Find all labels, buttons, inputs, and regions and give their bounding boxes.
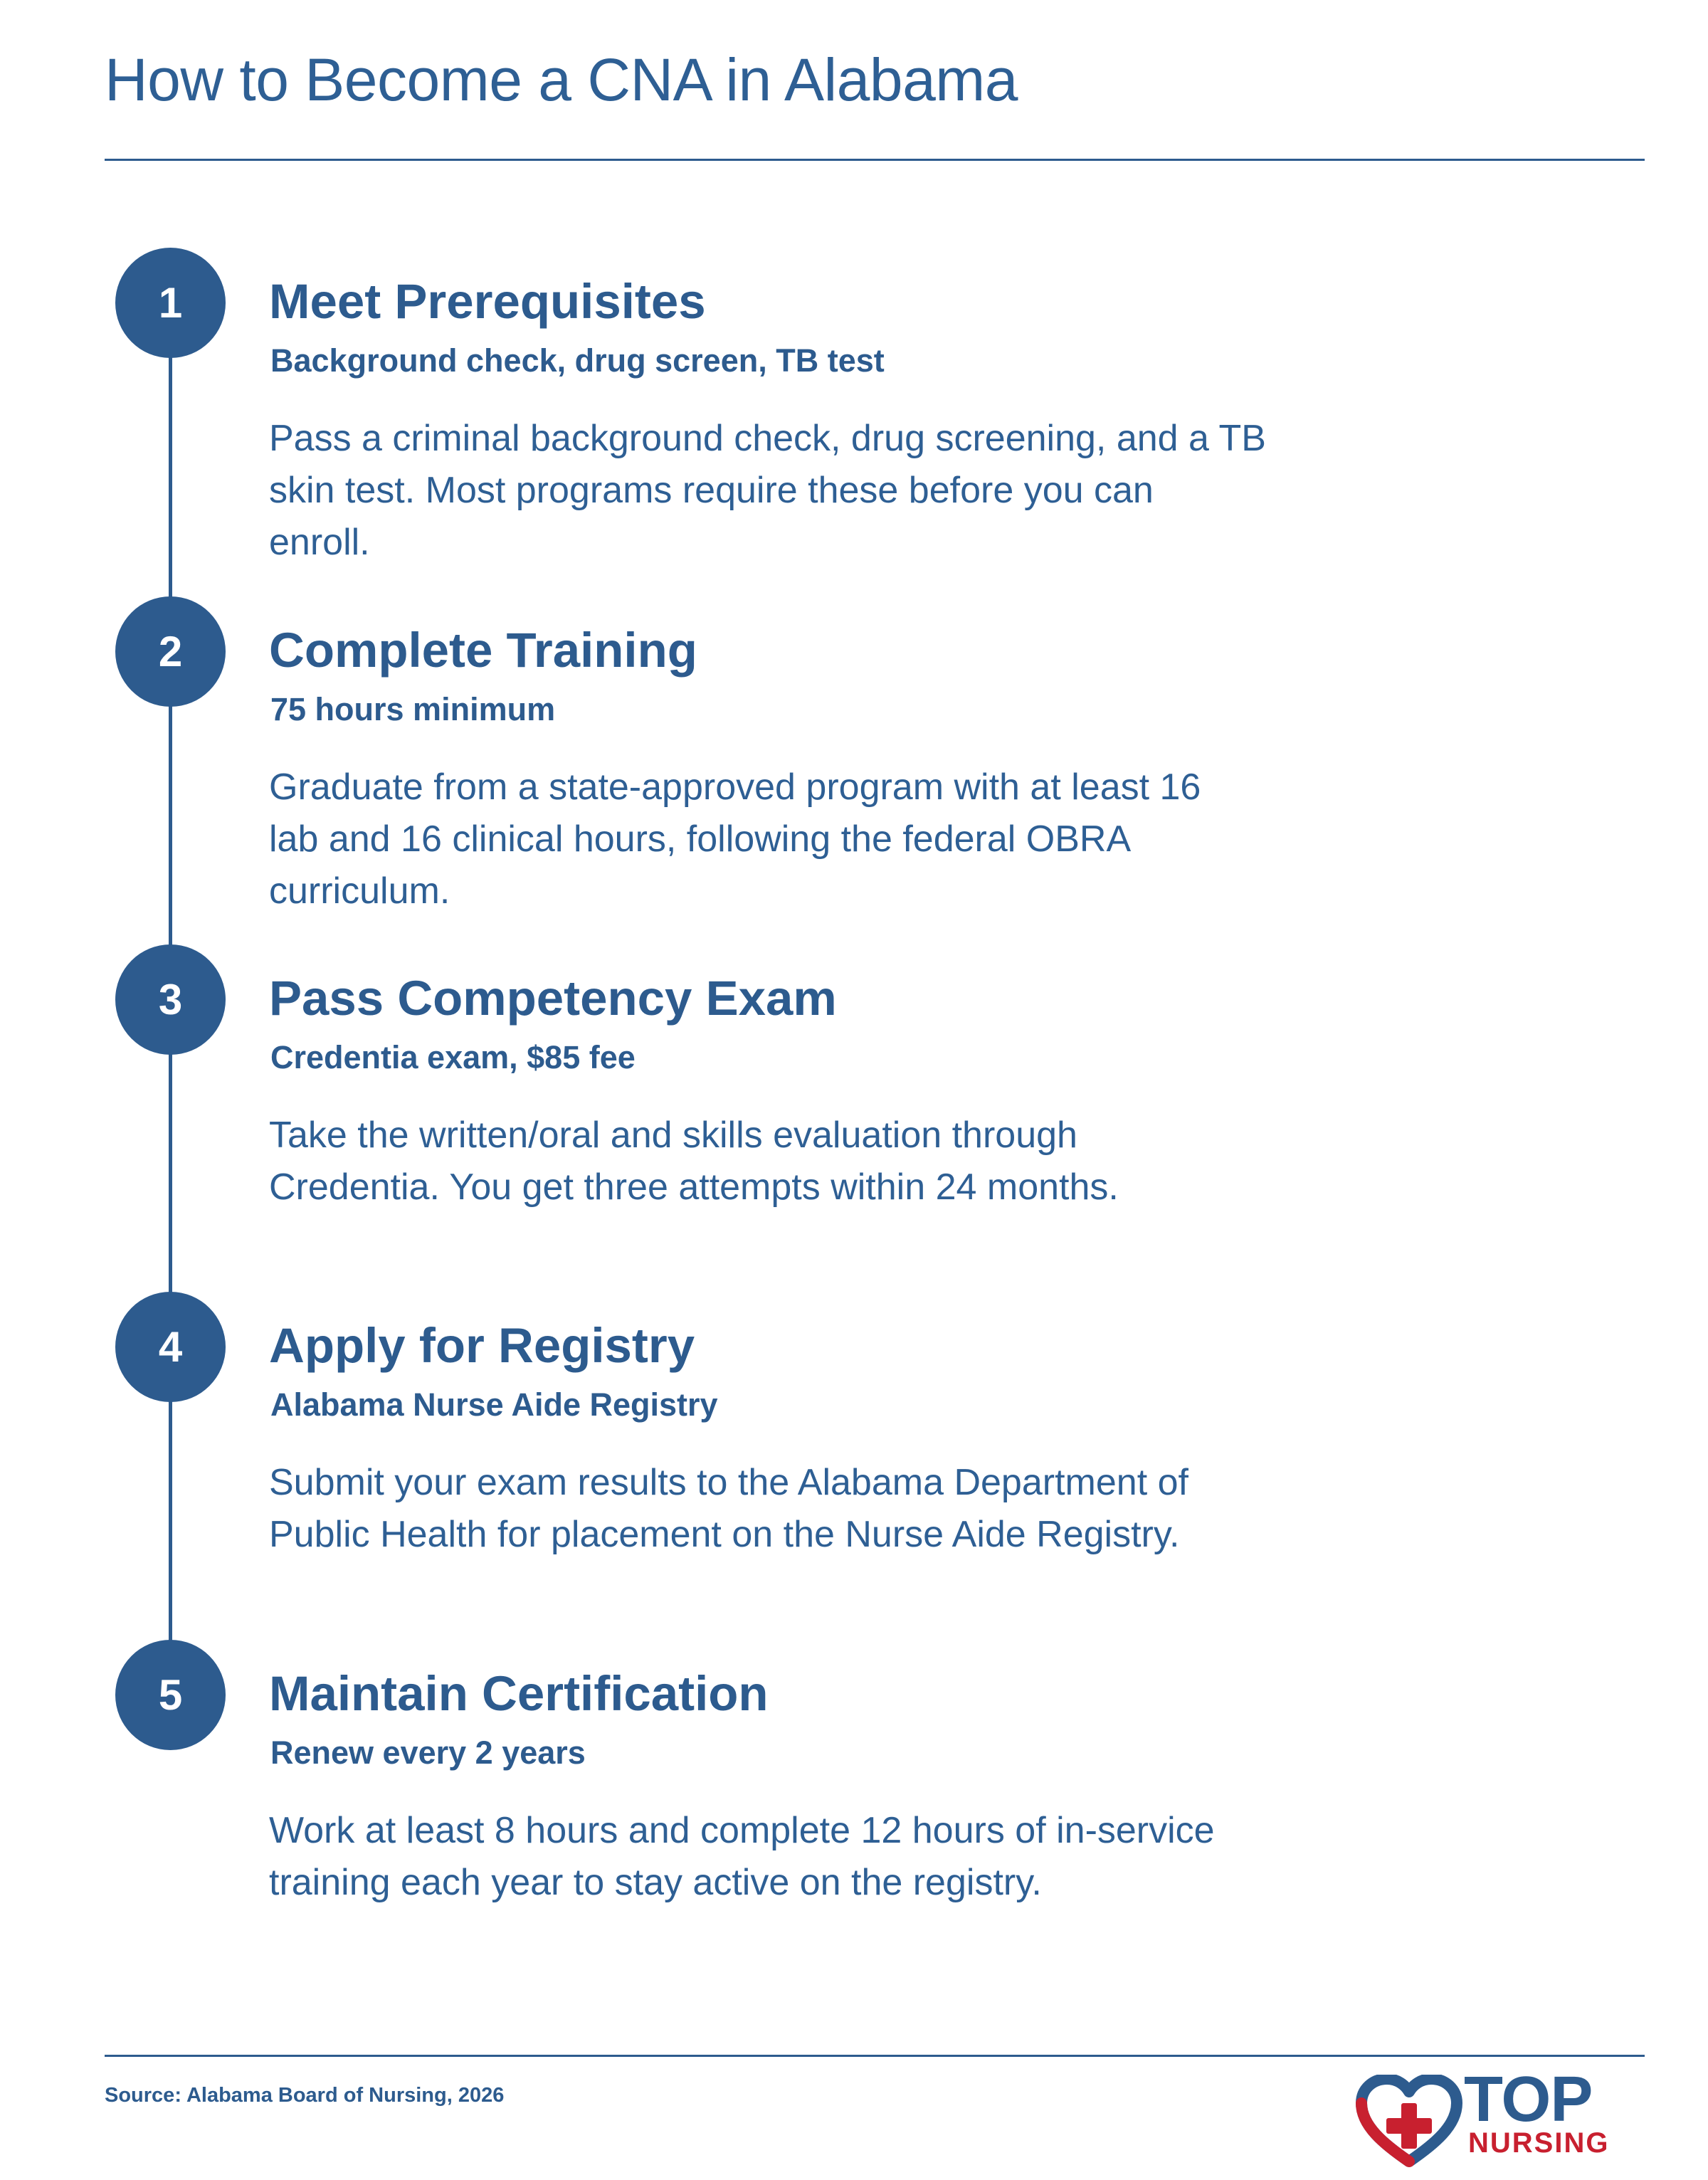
step-description-line: Graduate from a state-approved program with at least 16	[269, 767, 1201, 808]
source-note: Source: Alabama Board of Nursing, 2026	[105, 2084, 505, 2107]
heart-cross-icon	[1356, 2075, 1462, 2169]
step-description-line: Take the written/oral and skills evaluation through	[269, 1115, 1077, 1156]
step-description-line: lab and 16 clinical hours, following the federal OBRA	[269, 818, 1132, 860]
top-nursing-logo	[1356, 2064, 1655, 2167]
step-subtitle: 75 hours minimum	[270, 691, 556, 727]
page-title: How to Become a CNA in Alabama	[105, 46, 1018, 113]
step-description-line: Pass a criminal background check, drug screening, and a TB	[269, 418, 1266, 459]
step-description-line: Credentia. You get three attempts within 24 months.	[269, 1167, 1119, 1208]
step-number-badge: 1	[115, 248, 226, 358]
logo-word-nursing: NURSING	[1468, 2127, 1610, 2159]
step-title: Apply for Registry	[269, 1318, 695, 1373]
step-subtitle: Renew every 2 years	[270, 1734, 586, 1771]
step-subtitle: Alabama Nurse Aide Registry	[270, 1386, 718, 1423]
footer-divider	[105, 2055, 1645, 2057]
step-description	[269, 413, 1436, 569]
step-description-line: Public Health for placement on the Nurse Aide Registry.	[269, 1514, 1180, 1555]
step-title: Maintain Certification	[269, 1666, 769, 1721]
step-description	[269, 1457, 1436, 1561]
header-divider	[105, 159, 1645, 161]
step-description	[269, 1805, 1436, 1909]
step-description	[269, 762, 1436, 917]
step-description-line: curriculum.	[269, 870, 450, 912]
step-number-badge: 3	[115, 944, 226, 1055]
step-number-badge: 2	[115, 596, 226, 707]
step-description-line: skin test. Most programs require these before you can	[269, 470, 1154, 511]
step-subtitle: Background check, drug screen, TB test	[270, 342, 885, 379]
step-title: Meet Prerequisites	[269, 274, 706, 329]
step-description-line: enroll.	[269, 522, 370, 563]
step-description-line: training each year to stay active on the registry.	[269, 1862, 1042, 1903]
step-description	[269, 1110, 1436, 1213]
step-title: Complete Training	[269, 623, 697, 678]
step-number-badge: 5	[115, 1640, 226, 1750]
step-subtitle: Credentia exam, $85 fee	[270, 1039, 636, 1075]
step-title: Pass Competency Exam	[269, 971, 837, 1026]
step-number-badge: 4	[115, 1292, 226, 1402]
logo-word-top: TOP	[1464, 2064, 1593, 2135]
step-description-line: Work at least 8 hours and complete 12 hours of in-service	[269, 1810, 1215, 1851]
step-description-line: Submit your exam results to the Alabama Department of	[269, 1462, 1188, 1503]
